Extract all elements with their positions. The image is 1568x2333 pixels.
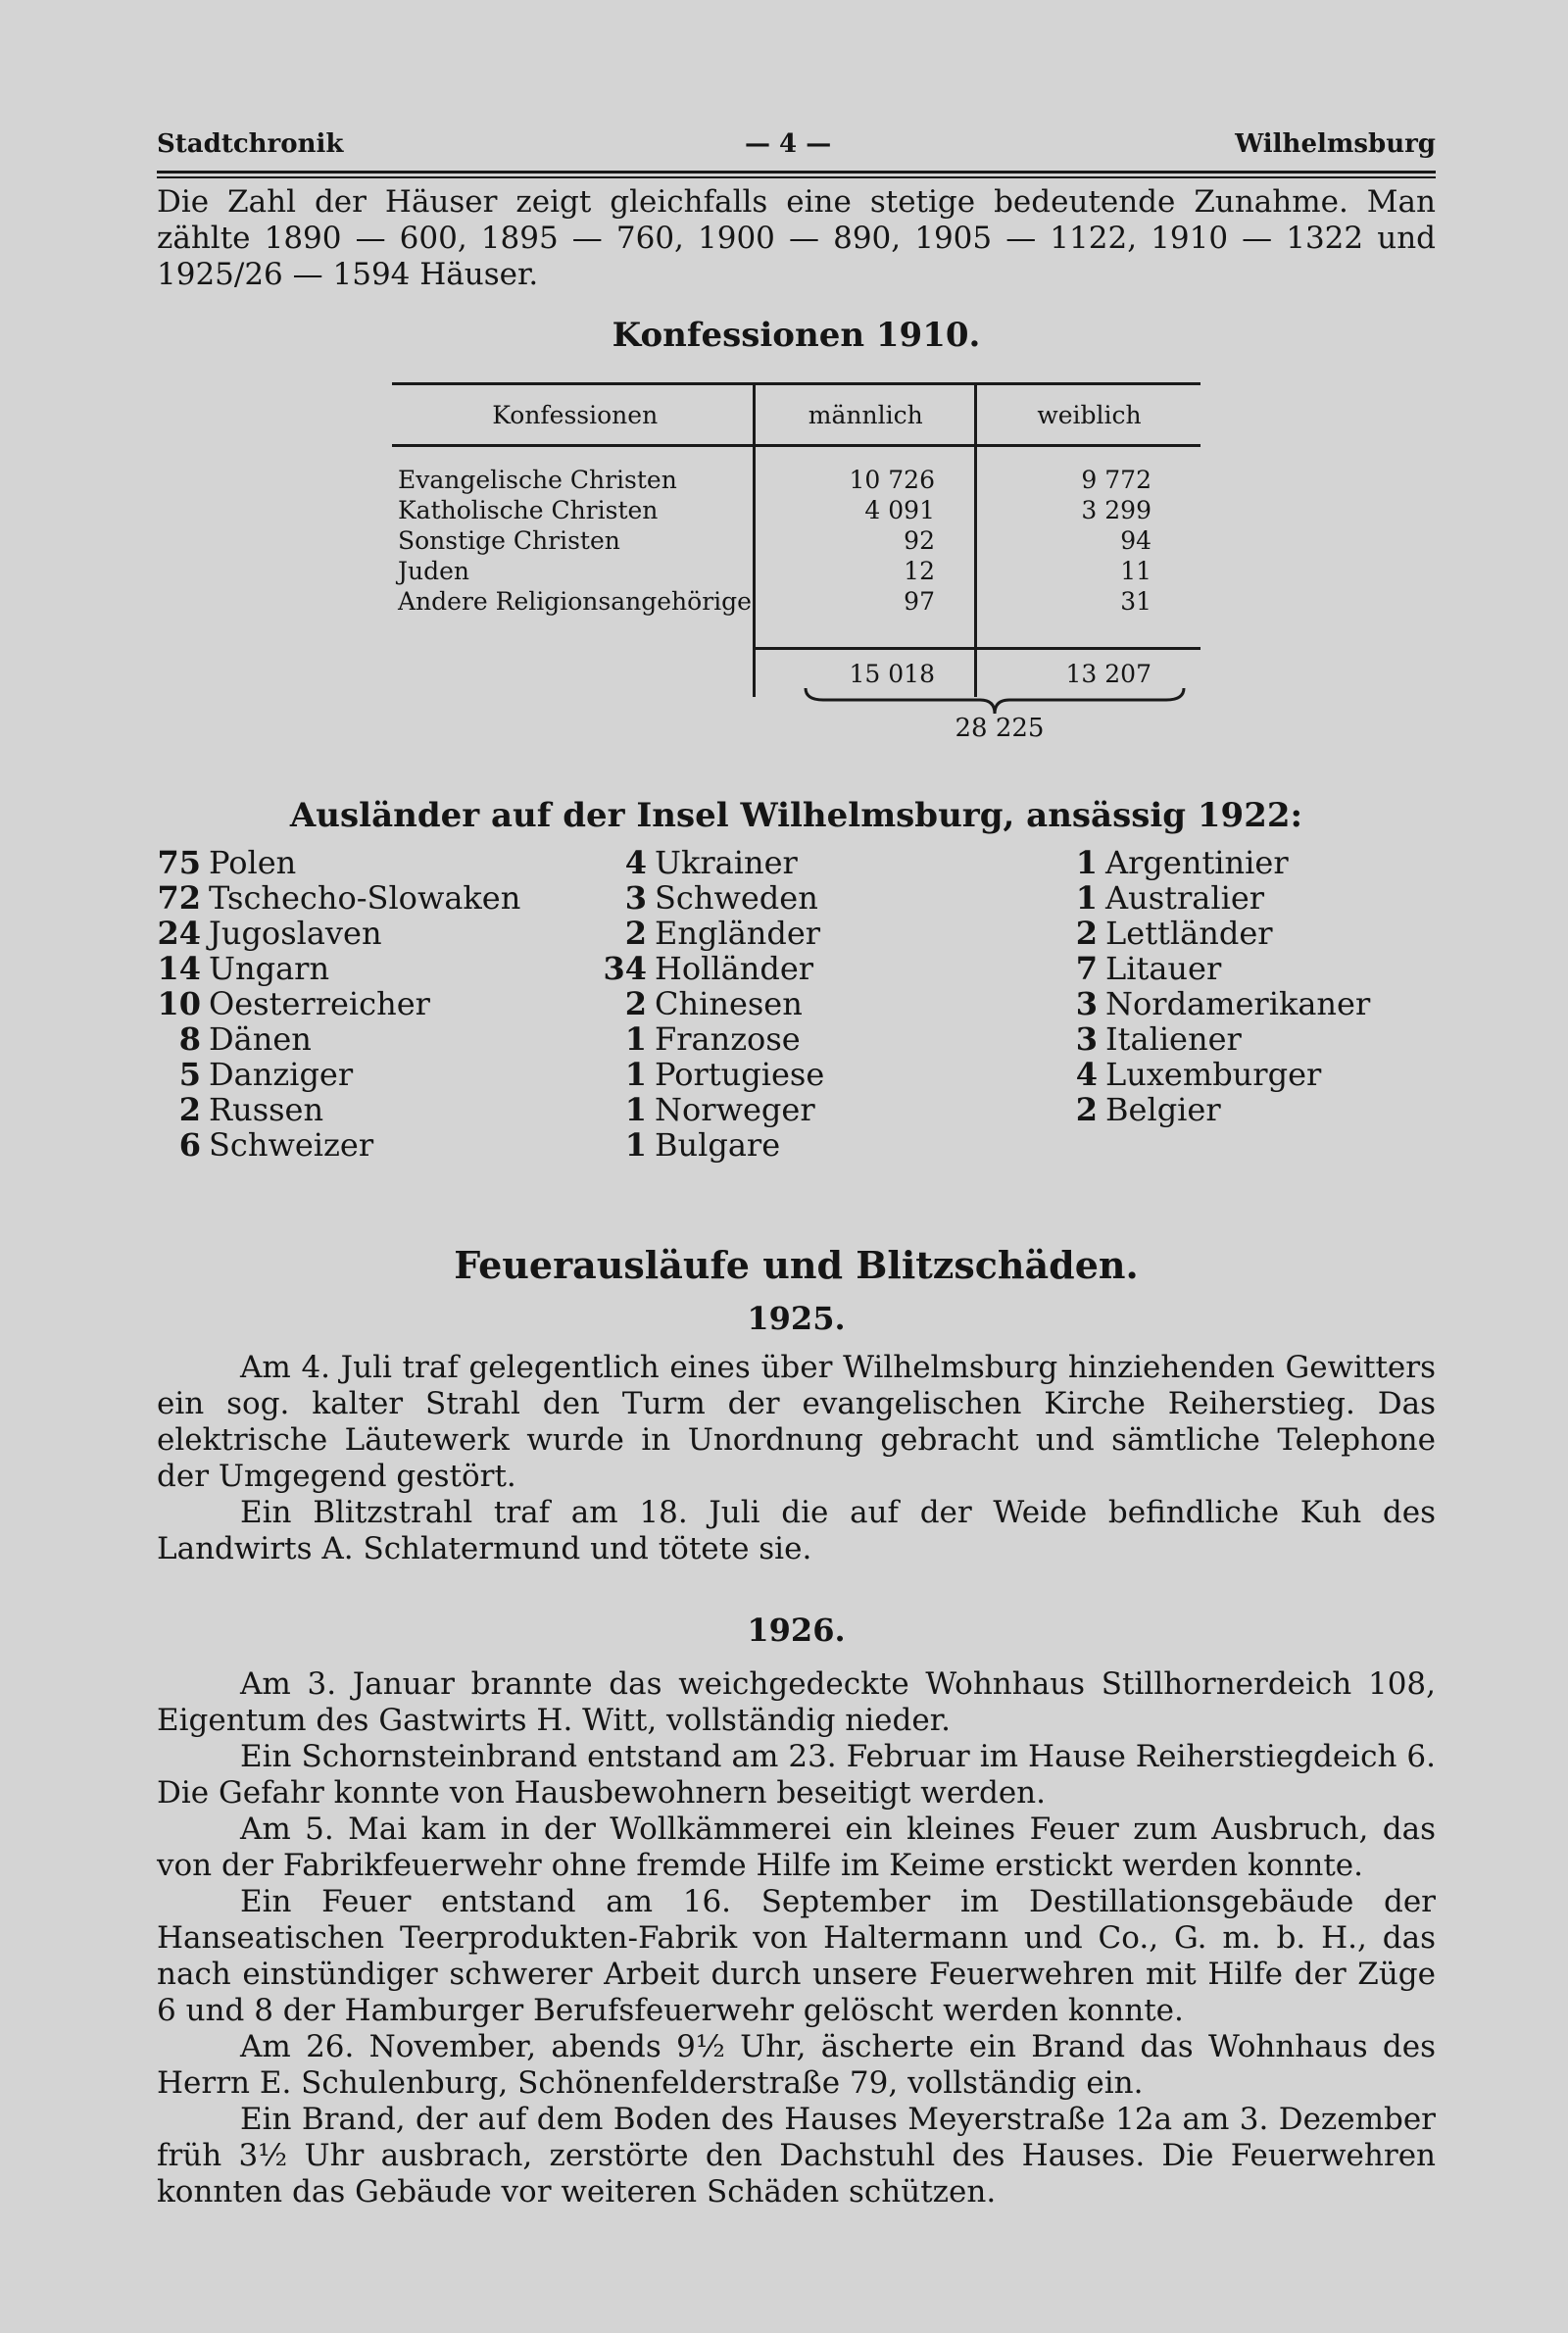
- intro-line: zählte 1890 — 600, 1895 — 760, 1900 — 890, 1905 — 1122, 1910 — 1322 und: [157, 221, 1436, 256]
- column-header: männlich: [755, 384, 976, 446]
- list-item: 2 Belgier: [1075, 1091, 1221, 1128]
- list-item: 6 Schweizer: [178, 1126, 374, 1164]
- intro-line: 1925/26 — 1594 Häuser.: [157, 257, 539, 292]
- list-item: 3 Italiener: [1075, 1020, 1242, 1058]
- list-item: 34 Holländer: [603, 950, 814, 987]
- list-item: 75 Polen: [157, 844, 297, 881]
- list-item: 1 Argentinier: [1075, 844, 1289, 881]
- list-item: 4 Luxemburger: [1075, 1056, 1322, 1093]
- grand-total: 28 225: [955, 714, 1045, 743]
- list-item: 10 Oesterreicher: [157, 985, 430, 1022]
- row-label: Andere Religionsangehörige: [398, 587, 752, 616]
- header-rule-thin: [157, 176, 1436, 178]
- list-item: 1 Australier: [1075, 879, 1265, 917]
- paragraph: Ein Blitzstrahl traf am 18. Juli die auf der Weide befindliche Kuh des Landwirts A. Schlatermund und tötete sie.: [157, 1495, 1436, 1566]
- list-item: 1 Portugiese: [624, 1056, 825, 1093]
- list-item: 2 Russen: [178, 1091, 324, 1128]
- row-label: Katholische Christen: [398, 496, 659, 524]
- female-cell: 3 299: [1081, 496, 1152, 524]
- total-male: 15 018: [755, 649, 976, 698]
- list-item: 5 Danziger: [178, 1056, 354, 1093]
- list-item: 14 Ungarn: [157, 950, 330, 987]
- table-header-row: [392, 384, 1200, 446]
- paragraph: Ein Brand, der auf dem Boden des Hauses Meyerstraße 12a am 3. Dezember früh 3½ Uhr ausbrach, zerstörte den Dachstuhl des Hauses. Die Feuerwehren konnten das Gebäude vor weiteren Schäden schützen.: [157, 2102, 1436, 2209]
- foreigners-title: Ausländer auf der Insel Wilhelmsburg, ansässig 1922:: [289, 796, 1303, 835]
- running-header: [157, 129, 1436, 169]
- header-right: Wilhelmsburg: [1235, 129, 1436, 159]
- list-item: 24 Jugoslaven: [157, 915, 382, 952]
- list-item: 8 Dänen: [178, 1020, 312, 1058]
- list-item: 2 Chinesen: [624, 985, 803, 1022]
- column-header: Konfessionen: [492, 400, 659, 429]
- fires-1926-text: [157, 1666, 1436, 2210]
- female-cell: 11: [1120, 557, 1152, 585]
- page-number: — 4 —: [745, 129, 832, 159]
- fires-title: Feuerausläufe und Blitzschäden.: [454, 1243, 1139, 1287]
- list-item: 72 Tschecho-Slowaken: [157, 879, 521, 917]
- confessions-title: Konfessionen 1910.: [612, 316, 981, 355]
- female-cell: 31: [1120, 587, 1152, 616]
- paragraph: Ein Feuer entstand am 16. September im Destillationsgebäude der Hanseatischen Teerprodukten-Fabrik von Haltermann und Co., G. m. b. H., das nach einstündiger schwerer Arbeit durch unsere Feuerwehren mit Hilfe der Züge 6 und 8 der Hamburger Berufsfeuerwehr gelöscht werden konnte.: [157, 1884, 1436, 2028]
- paragraph: Am 3. Januar brannte das weichgedeckte Wohnhaus Stillhornerdeich 108, Eigentum des Gastwirts H. Witt, vollständig nieder.: [157, 1666, 1436, 1738]
- list-item: 2 Lettländer: [1075, 915, 1273, 952]
- male-cell: 4 091: [755, 495, 976, 525]
- confessions-table: [392, 382, 1200, 697]
- table-row: [392, 525, 1200, 556]
- foreigners-column-1: [157, 845, 520, 1163]
- row-label: Evangelische Christen: [398, 466, 677, 494]
- year-heading: 1926.: [747, 1612, 846, 1649]
- table-row: [392, 556, 1200, 586]
- list-item: 3 Schweden: [624, 879, 818, 917]
- header-rule: [157, 171, 1436, 174]
- male-cell: 97: [755, 586, 976, 617]
- total-female: 13 207: [975, 649, 1200, 698]
- year-heading: 1925.: [747, 1300, 846, 1337]
- male-cell: 92: [755, 525, 976, 556]
- table-row: [392, 586, 1200, 617]
- row-label: Sonstige Christen: [398, 526, 620, 555]
- female-cell: 9 772: [1081, 466, 1152, 494]
- column-header: weiblich: [1037, 400, 1142, 429]
- list-item: 3 Nordamerikaner: [1075, 985, 1371, 1022]
- paragraph: Am 26. November, abends 9½ Uhr, äscherte ein Brand das Wohnhaus des Herrn E. Schulenburg, Schönenfelderstraße 79, vollständig ein.: [157, 2029, 1436, 2101]
- intro-line: Die Zahl der Häuser zeigt gleichfalls eine stetige bedeutende Zunahme. Man: [157, 184, 1436, 220]
- intro-paragraph: [157, 184, 1436, 293]
- list-item: 1 Norweger: [624, 1091, 815, 1128]
- list-item: 1 Franzose: [624, 1020, 801, 1058]
- table-row: [392, 495, 1200, 525]
- header-left: Stadtchronik: [157, 129, 344, 159]
- list-item: 4 Ukrainer: [624, 844, 798, 881]
- paragraph: Ein Schornsteinbrand entstand am 23. Februar im Hause Reiherstiegdeich 6. Die Gefahr konnte von Hausbewohnern beseitigt werden.: [157, 1739, 1436, 1811]
- list-item: 7 Litauer: [1075, 950, 1222, 987]
- fires-1925-text: [157, 1350, 1436, 1567]
- table-row: [392, 446, 1200, 496]
- paragraph: Am 4. Juli traf gelegentlich eines über Wilhelmsburg hinziehenden Gewitters ein sog. kalter Strahl den Turm der evangelischen Kirche Reiherstieg. Das elektrische Läutewerk wurde in Unordnung gebracht und sämtliche Telephone der Umgegend gestört.: [157, 1350, 1436, 1494]
- row-label: Juden: [398, 557, 470, 585]
- list-item: 1 Bulgare: [624, 1126, 781, 1164]
- foreigners-column-2: [598, 845, 824, 1163]
- foreigners-column-3: [1068, 845, 1370, 1127]
- list-item: 2 Engländer: [624, 915, 821, 952]
- male-cell: 12: [755, 556, 976, 586]
- paragraph: Am 5. Mai kam in der Wollkämmerei ein kleines Feuer zum Ausbruch, das von der Fabrikfeuerwehr ohne fremde Hilfe im Keime erstickt werden konnte.: [157, 1812, 1436, 1883]
- sum-brace: [804, 686, 1186, 716]
- female-cell: 94: [1120, 526, 1152, 555]
- male-cell: 10 726: [755, 446, 976, 496]
